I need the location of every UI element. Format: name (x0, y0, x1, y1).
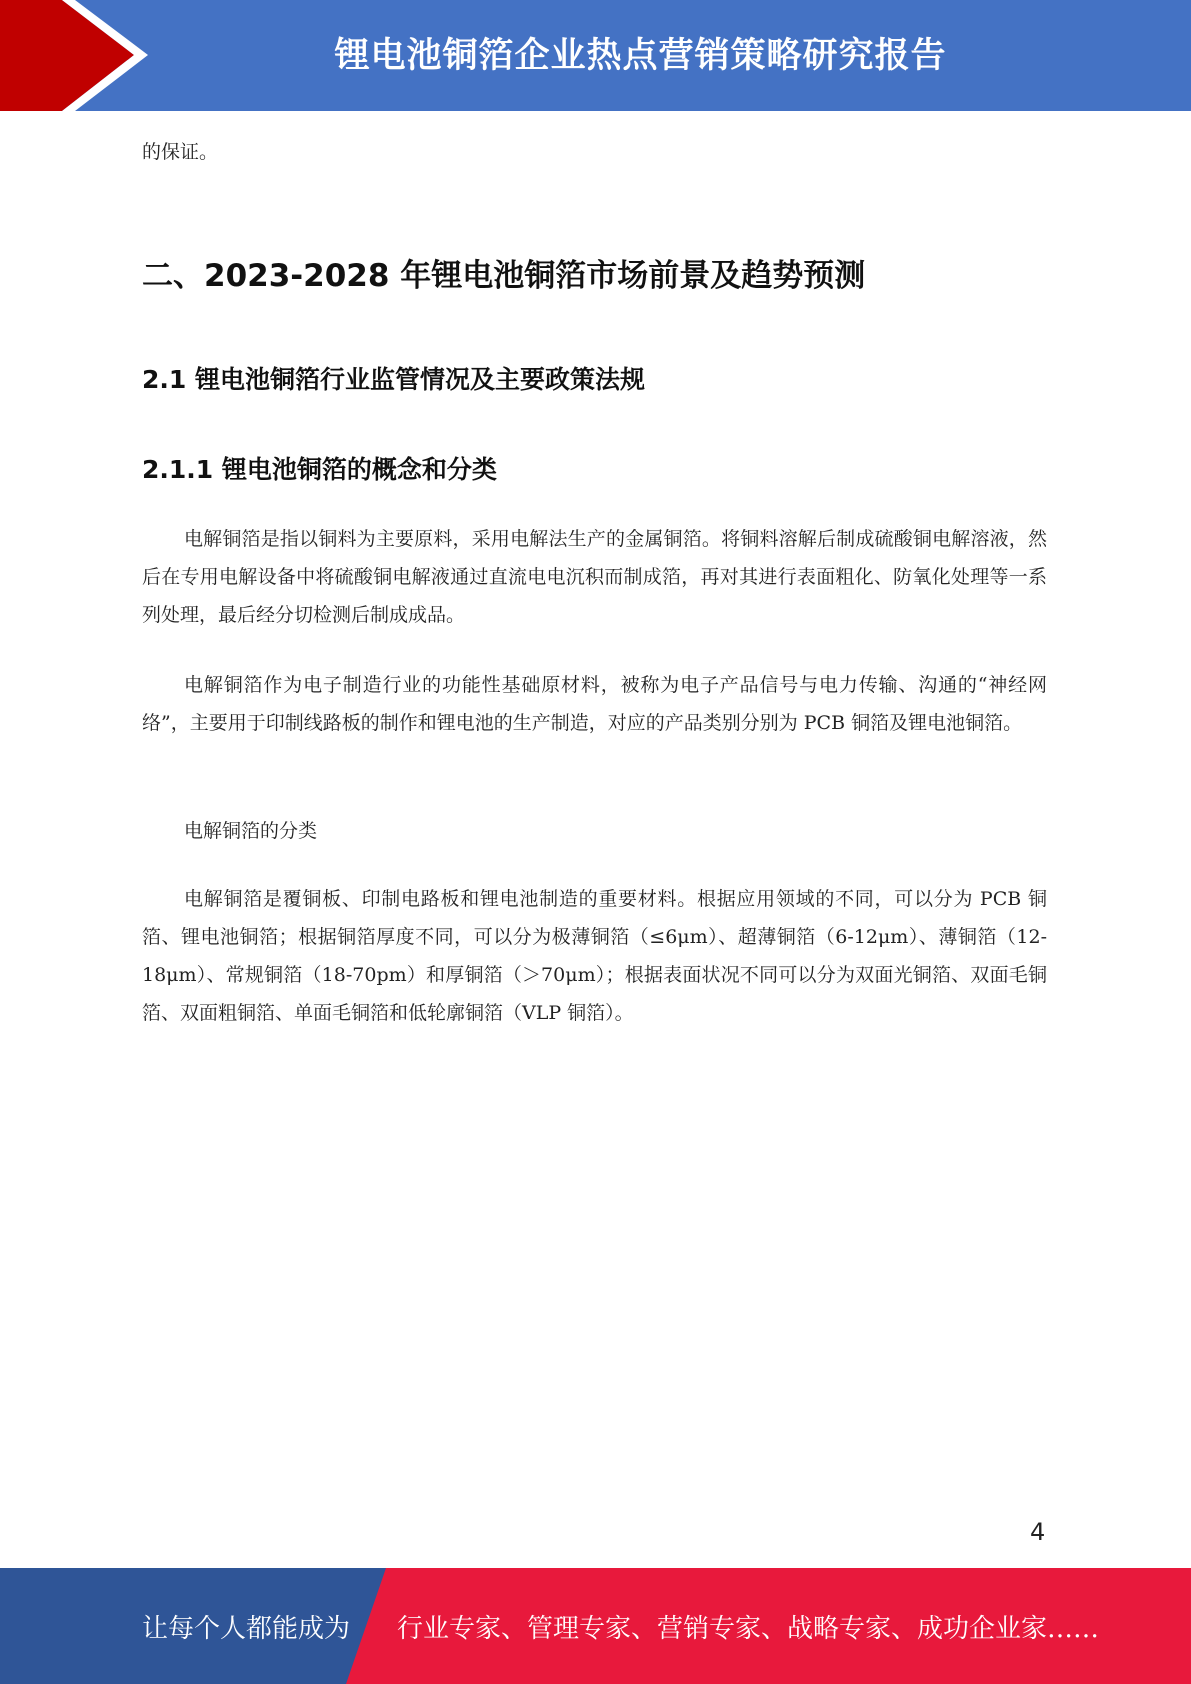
subsection-heading: 2.1 锂电池铜箔行业监管情况及主要政策法规 (142, 365, 645, 394)
footer-slogan-right: 行业专家、管理专家、营销专家、战略专家、成功企业家…… (397, 1613, 1100, 1644)
header-red-arrow (0, 0, 134, 111)
paragraph: 电解铜箔是覆铜板、印制电路板和锂电池制造的重要材料。根据应用领域的不同，可以分为 PCB 铜箔、锂电池铜箔；根据铜箔厚度不同，可以分为极薄铜箔（≤6μm）、超薄铜箔（6-12μm）、薄铜箔（12-18μm）、常规铜箔（18-70pm）和厚铜箔（＞70μm）；根据表面状况不同可以分为双面光铜箔、双面毛铜箔、双面粗铜箔、单面毛铜箔和低轮廓铜箔（VLP 铜箔）。 (142, 888, 1047, 1024)
paragraph: 电解铜箔的分类 (184, 820, 318, 842)
page-header (0, 0, 1191, 111)
report-title: 锂电池铜箔企业热点营销策略研究报告 (334, 36, 947, 76)
footer-slogan-left: 让每个人都能成为 (142, 1613, 351, 1644)
paragraph: 电解铜箔作为电子制造行业的功能性基础原材料，被称为电子产品信号与电力传输、沟通的“神经网络”，主要用于印制线路板的制作和锂电池的生产制造，对应的产品类别分别为 PCB 铜箔及锂电池铜箔。 (142, 674, 1047, 734)
page-footer (0, 1568, 1191, 1684)
header-chevron-decoration (0, 0, 160, 111)
subsubsection-heading: 2.1.1 锂电池铜箔的概念和分类 (142, 455, 497, 484)
section-heading: 二、2023-2028 年锂电池铜箔市场前景及趋势预测 (142, 258, 866, 294)
paragraph: 电解铜箔是指以铜料为主要原料，采用电解法生产的金属铜箔。将铜料溶解后制成硫酸铜电解溶液，然后在专用电解设备中将硫酸铜电解液通过直流电电沉积而制成箔，再对其进行表面粗化、防氧化处理等一系列处理，最后经分切检测后制成成品。 (142, 528, 1047, 626)
continued-text: 的保证。 (142, 141, 219, 163)
page-number: 4 (1030, 1518, 1046, 1546)
